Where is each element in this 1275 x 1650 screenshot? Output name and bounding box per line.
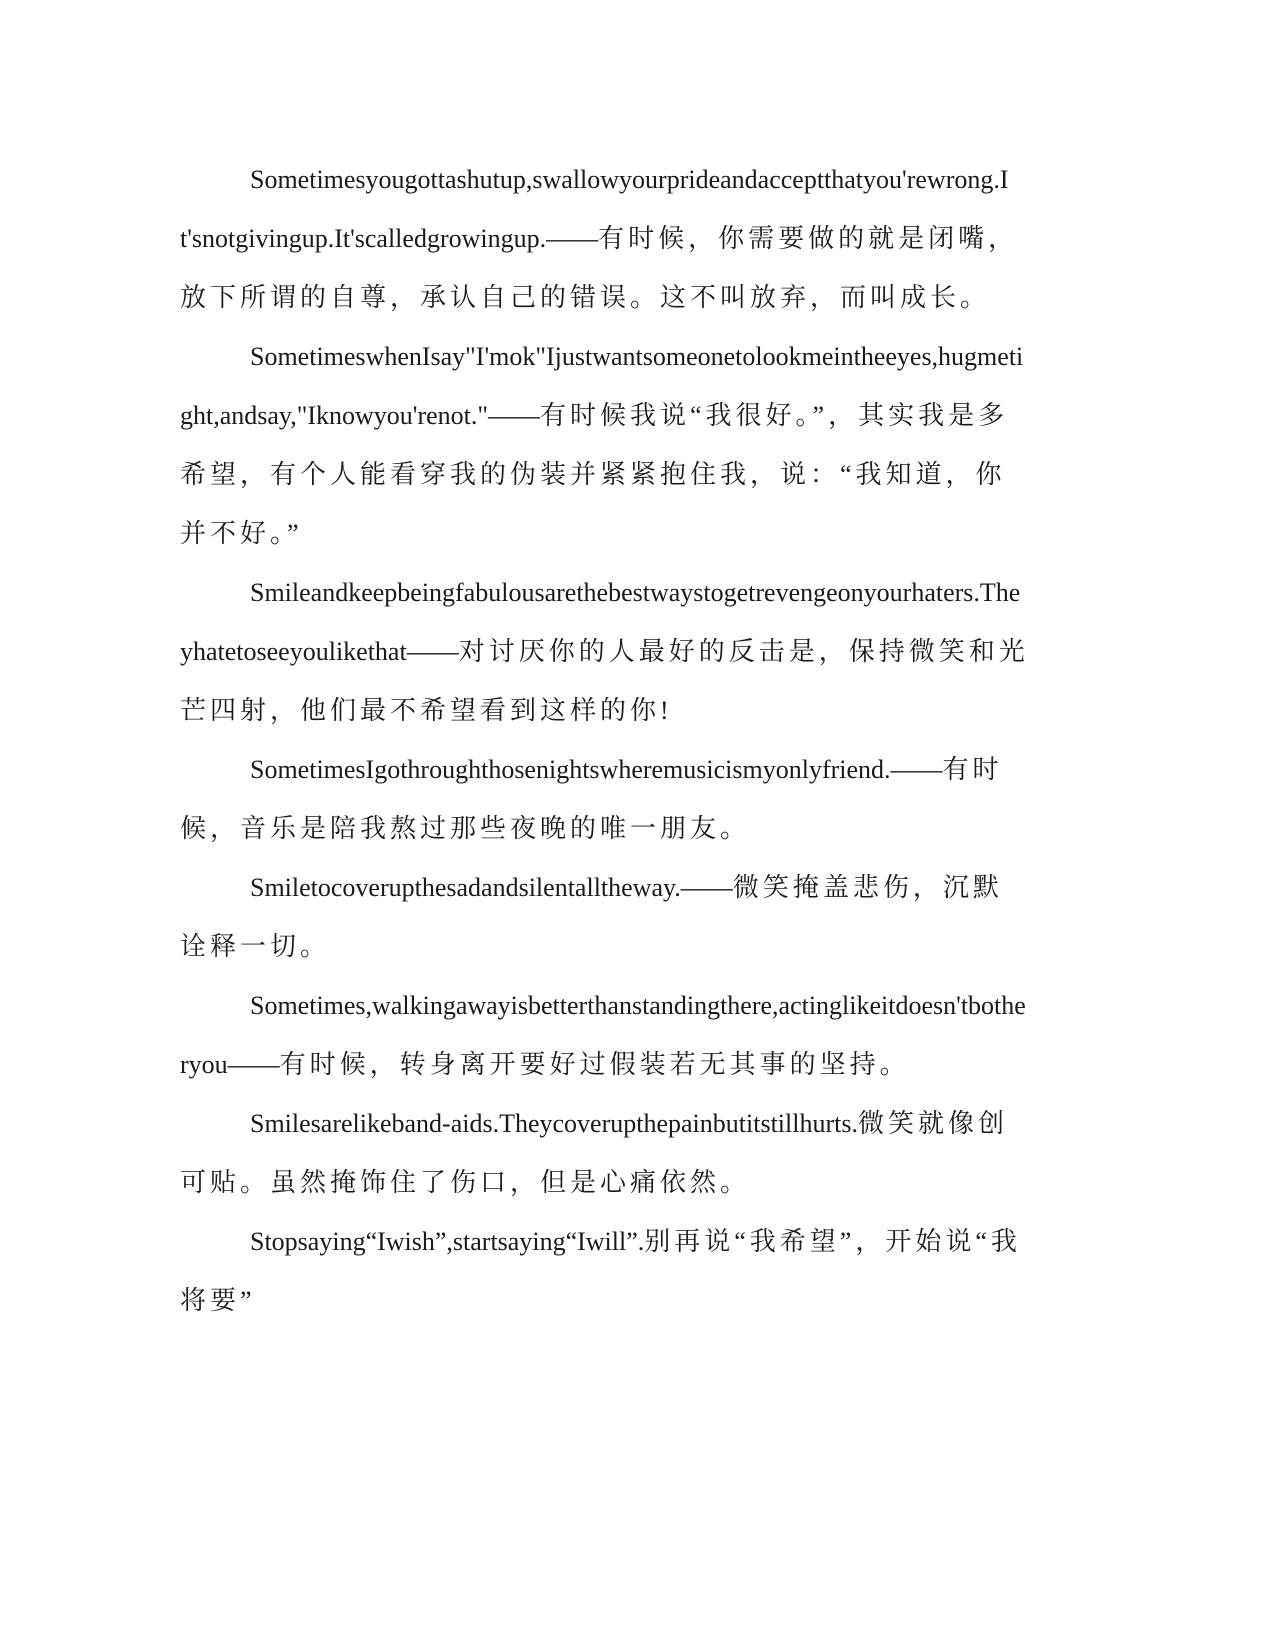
paragraph-2-chinese: 有时候我说“我很好。”，其实我是多希望，有个人能看穿我的伪装并紧紧抱住我，说：“我知道，你并不好。”	[180, 401, 1009, 548]
paragraph-1-english: Sometimesyougottashutup,swallowyourprideandacceptthatyou'rewrong.It'snotgivingup.It'scalledgrowingup.——	[180, 165, 1009, 253]
paragraph-3-english: Smileandkeepbeingfabulousarethebestwaystogetrevengeonyourhaters.Theyhatetoseeyoulikethat——	[180, 578, 1021, 666]
paragraph-8-chinese: 别再说“我希望”，开始说“我将要”	[180, 1227, 1021, 1315]
paragraph-3-chinese: 对讨厌你的人最好的反击是，保持微笑和光芒四射，他们最不希望看到这样的你!	[180, 637, 1029, 725]
paragraph-6-chinese: 有时候，转身离开要好过假装若无其事的坚持。	[279, 1050, 910, 1079]
paragraph-5-english: Smiletocoverupthesadandsilentalltheway.——	[250, 873, 733, 902]
paragraph-8	[180, 1212, 1030, 1330]
paragraph-6-english: Sometimes,walkingawayisbetterthanstandingthere,actinglikeitdoesn'tbotheryou——	[180, 991, 1026, 1079]
paragraph-4-english: SometimesIgothroughthosenightswheremusicismyonlyfriend.——	[250, 755, 943, 784]
paragraph-4-chinese: 有时候，音乐是陪我熬过那些夜晚的唯一朋友。	[180, 755, 1003, 843]
paragraph-2-english: SometimeswhenIsay"I'mok"Ijustwantsomeonetolookmeintheeyes,hugmetight,andsay,"Iknowyou'renot."——	[180, 342, 1024, 430]
paragraph-1	[180, 150, 1030, 327]
paragraph-7-chinese: 微笑就像创可贴。虽然掩饰住了伤口，但是心痛依然。	[180, 1109, 1008, 1197]
paragraph-5	[180, 858, 1030, 976]
paragraph-8-english: Stopsaying“Iwish”,startsaying“Iwill”.	[250, 1227, 645, 1256]
paragraph-5-chinese: 微笑掩盖悲伤，沉默诠释一切。	[180, 873, 1003, 961]
document-page	[180, 150, 1030, 1330]
paragraph-7-english: Smilesarelikeband-aids.Theycoverupthepainbutitstillhurts.	[250, 1109, 858, 1138]
paragraph-3	[180, 563, 1030, 740]
paragraph-4	[180, 740, 1030, 858]
paragraph-6	[180, 976, 1030, 1094]
paragraph-2	[180, 327, 1030, 563]
paragraph-7	[180, 1094, 1030, 1212]
paragraph-1-chinese: 有时候，你需要做的就是闭嘴，放下所谓的自尊，承认自己的错误。这不叫放弃，而叫成长。	[180, 224, 1019, 312]
